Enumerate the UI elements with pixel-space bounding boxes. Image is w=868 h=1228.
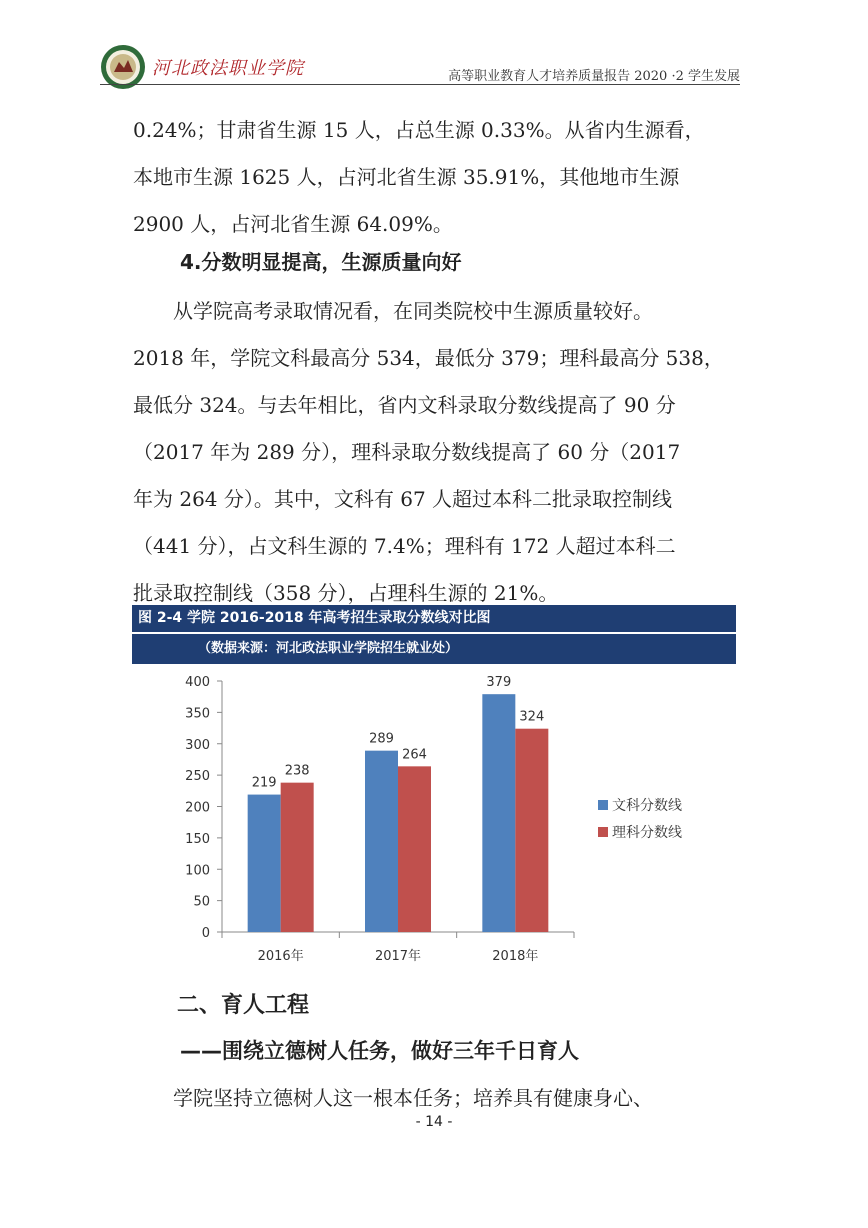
x-tick-label: 2017年 [374, 949, 422, 964]
bar-like [515, 729, 548, 932]
text-line: 2018 年，学院文科最高分 534，最低分 379；理科最高分 538， [133, 346, 724, 370]
college-logo-text: 河北政法职业学院 [152, 58, 304, 79]
y-tick-label: 100 [185, 863, 210, 879]
figure-2-4 [132, 605, 736, 964]
text-line: 最低分 324。与去年相比，省内文科录取分数线提高了 90 分 [133, 393, 676, 417]
report-header-title: 高等职业教育人才培养质量报告 2020 ·2 学生发展 [448, 69, 740, 84]
text-line: 本地市生源 1625 人，占河北省生源 35.91%，其他地市生源 [133, 165, 680, 189]
data-label: 219 [251, 775, 277, 791]
paragraph-admission-scores [133, 288, 738, 617]
text-line: 学院坚持立德树人这一根本任务；培养具有健康身心、 [133, 1086, 653, 1110]
text-line: 从学院高考录取情况看，在同类院校中生源质量较好。 [133, 299, 653, 323]
data-label: 379 [486, 675, 512, 691]
text-line: 2900 人，占河北省生源 64.09%。 [133, 212, 453, 236]
text-line: 0.24%；甘肃省生源 15 人，占总生源 0.33%。从省内生源看， [133, 118, 705, 142]
bar-like [398, 766, 431, 932]
data-label: 324 [519, 709, 545, 725]
text-line: 批录取控制线（358 分），占理科生源的 21%。 [133, 581, 559, 605]
section-title: 二、育人工程 [177, 993, 310, 1018]
y-tick-label: 200 [185, 800, 210, 816]
legend-label: 理科分数线 [612, 825, 682, 841]
y-tick-label: 350 [185, 706, 210, 722]
legend-swatch [598, 827, 608, 837]
section-subtitle: ——围绕立德树人任务，做好三年千日育人 [180, 1039, 579, 1063]
data-label: 238 [284, 763, 310, 779]
score-bar-chart [132, 667, 736, 964]
section-heading-4: 4.分数明显提高，生源质量向好 [180, 250, 462, 274]
bar-like [281, 783, 314, 932]
bar-wenke [248, 795, 281, 932]
y-tick-label: 150 [185, 831, 210, 847]
header-divider [100, 84, 740, 85]
chart-caption: 图 2-4 学院 2016-2018 年高考招生录取分数线对比图 [132, 605, 736, 632]
x-tick-label: 2016年 [257, 949, 304, 964]
bar-wenke [482, 694, 515, 932]
text-line: （2017 年为 289 分），理科录取分数线提高了 60 分（2017 [133, 440, 681, 464]
legend-label: 文科分数线 [612, 798, 682, 814]
page-number: - 14 - [415, 1114, 453, 1130]
y-tick-label: 400 [185, 675, 210, 690]
x-tick-label: 2018年 [492, 949, 539, 964]
chart-source: （数据来源：河北政法职业学院招生就业处） [132, 634, 736, 664]
y-tick-label: 250 [185, 769, 210, 785]
y-tick-label: 0 [201, 926, 210, 941]
bar-wenke [365, 751, 398, 932]
y-tick-label: 300 [185, 737, 210, 753]
legend-swatch [598, 800, 608, 810]
data-label: 264 [402, 747, 427, 763]
paragraph-source-distribution [133, 107, 738, 248]
y-tick-label: 50 [193, 894, 210, 910]
text-line: （441 分），占文科生源的 7.4%；理科有 172 人超过本科二 [133, 534, 676, 558]
page-header [100, 40, 740, 86]
text-line: 年为 264 分）。其中，文科有 67 人超过本科二批录取控制线 [133, 487, 673, 511]
data-label: 289 [369, 731, 394, 747]
